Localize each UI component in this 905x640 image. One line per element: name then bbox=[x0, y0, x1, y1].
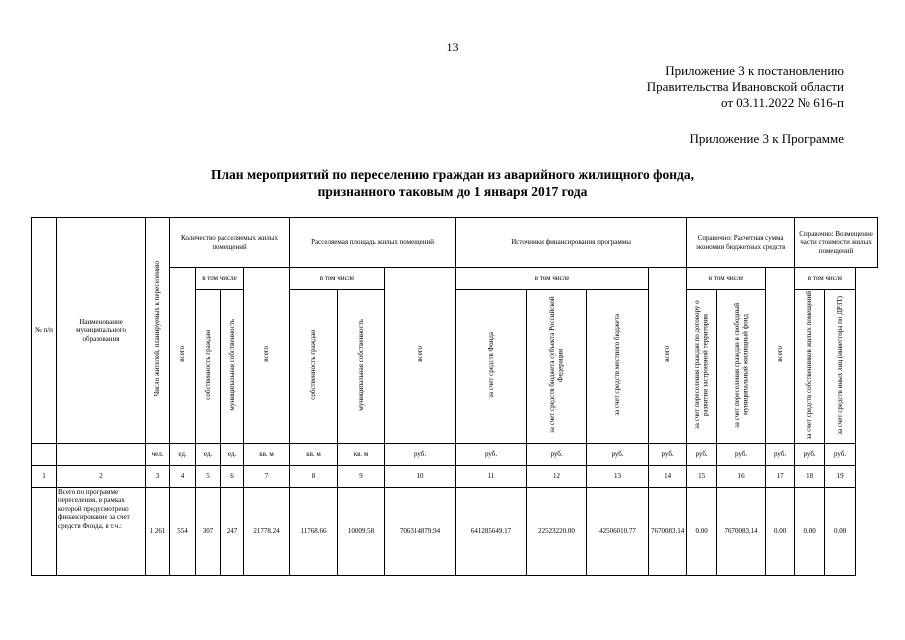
col-number: 12 bbox=[527, 465, 587, 487]
header-src-fund: за счет средств Фонда bbox=[456, 290, 527, 444]
col-number: 17 bbox=[766, 465, 795, 487]
unit-cell: руб. bbox=[687, 443, 717, 465]
appendix-line: Приложение 3 к постановлению bbox=[665, 63, 844, 78]
header-reimb-other: за счет средств иных лиц (инвестора по ДРЗТ) bbox=[825, 290, 856, 444]
col-number: 10 bbox=[385, 465, 456, 487]
row-value: 7670083.14 bbox=[649, 487, 687, 575]
col-number: 9 bbox=[338, 465, 385, 487]
unit-cell: кв. м bbox=[290, 443, 338, 465]
col-number: 19 bbox=[825, 465, 856, 487]
appendix-line: от 03.11.2022 № 616-п bbox=[721, 95, 844, 110]
header-econ-incl: в том числе bbox=[687, 268, 766, 290]
table-row bbox=[32, 487, 878, 575]
unit-cell: руб. bbox=[649, 443, 687, 465]
unit-cell: чел. bbox=[146, 443, 170, 465]
header-num: № п/п bbox=[32, 218, 57, 444]
row-value: 0.00 bbox=[687, 487, 717, 575]
header-src-local: за счет средств местного бюджета bbox=[587, 290, 649, 444]
col-number: 7 bbox=[244, 465, 290, 487]
document-title bbox=[0, 166, 905, 200]
header-econ-total: всего bbox=[649, 268, 687, 444]
unit-cell: руб. bbox=[717, 443, 766, 465]
header-econ-free: за счет переселения граждан в свободный муниципальный жилищный фонд bbox=[717, 290, 766, 444]
header-qty-total: всего bbox=[170, 268, 196, 444]
col-number: 11 bbox=[456, 465, 527, 487]
row-value: 641285649.17 bbox=[456, 487, 527, 575]
unit-cell: руб. bbox=[825, 443, 856, 465]
row-value: 7670083.14 bbox=[717, 487, 766, 575]
header-econ-dev: за счет переселения граждан по договору о развитии застроенной территории bbox=[687, 290, 717, 444]
appendix-header bbox=[647, 63, 844, 111]
resettlement-table bbox=[31, 217, 878, 576]
col-number: 18 bbox=[795, 465, 825, 487]
unit-cell: ед. bbox=[221, 443, 244, 465]
header-qty-own: собственность граждан bbox=[196, 290, 221, 444]
title-line: признанного таковым до 1 января 2017 года bbox=[317, 184, 588, 199]
unit-cell: ед. bbox=[170, 443, 196, 465]
header-reimbursement: Справочно: Возмещение части стоимости жилых помещений bbox=[795, 218, 878, 268]
header-quantity: Количество расселяемых жилых помещений bbox=[170, 218, 290, 268]
program-reference: Приложение 3 к Программе bbox=[689, 131, 844, 146]
header-src-incl: в том числе bbox=[456, 268, 649, 290]
header-reimb-owners: за счет средств собственников жилых помещений bbox=[795, 290, 825, 444]
col-number: 14 bbox=[649, 465, 687, 487]
appendix-line: Правительства Ивановской области bbox=[646, 79, 844, 94]
col-number: 4 bbox=[170, 465, 196, 487]
unit-cell: руб. bbox=[766, 443, 795, 465]
header-area-own: собственность граждан bbox=[290, 290, 338, 444]
col-number: 2 bbox=[57, 465, 146, 487]
unit-cell: руб. bbox=[385, 443, 456, 465]
header-reimb-total: всего bbox=[766, 268, 795, 444]
row-name: Всего по программе переселения, в рамках которой предусмотрено финансирование за счет средств Фонда, в т.ч.: bbox=[57, 487, 146, 575]
header-reimb-incl: в том числе bbox=[795, 268, 856, 290]
col-number: 15 bbox=[687, 465, 717, 487]
row-value: 0.00 bbox=[795, 487, 825, 575]
unit-cell: руб. bbox=[456, 443, 527, 465]
header-economy: Справочно: Расчетная сумма экономии бюджетных средств bbox=[687, 218, 795, 268]
row-value: 247 bbox=[221, 487, 244, 575]
header-src-subject: за счет средств бюджета субъекта Российской Федерации bbox=[527, 290, 587, 444]
row-value: 22523220.00 bbox=[527, 487, 587, 575]
header-residents: Число жителей, планируемых к переселению bbox=[146, 218, 170, 444]
header-area-mun: муниципальная собственность bbox=[338, 290, 385, 444]
row-value: 21778.24 bbox=[244, 487, 290, 575]
col-number: 13 bbox=[587, 465, 649, 487]
row-value: 1 261 bbox=[146, 487, 170, 575]
unit-cell: кв. м bbox=[338, 443, 385, 465]
header-area-incl: в том числе bbox=[290, 268, 385, 290]
col-number: 3 bbox=[146, 465, 170, 487]
unit-cell: кв. м bbox=[244, 443, 290, 465]
row-value: 307 bbox=[196, 487, 221, 575]
row-value: 0.00 bbox=[825, 487, 856, 575]
header-area: Расселяемая площадь жилых помещений bbox=[290, 218, 456, 268]
header-src-total: всего bbox=[385, 268, 456, 444]
header-qty-incl: в том числе bbox=[196, 268, 244, 290]
title-line: План мероприятий по переселению граждан из аварийного жилищного фонда, bbox=[210, 167, 695, 182]
row-value: 11768.66 bbox=[290, 487, 338, 575]
col-number: 8 bbox=[290, 465, 338, 487]
page-number: 13 bbox=[446, 40, 459, 54]
header-area-total: всего bbox=[244, 268, 290, 444]
header-qty-mun: муниципальная собственность bbox=[221, 290, 244, 444]
col-number: 1 bbox=[32, 465, 57, 487]
column-number-row bbox=[32, 465, 878, 487]
header-name: Наименование муниципального образования bbox=[57, 218, 146, 444]
row-value: 554 bbox=[170, 487, 196, 575]
unit-cell: ед. bbox=[196, 443, 221, 465]
col-number: 5 bbox=[196, 465, 221, 487]
header-sources: Источники финансирования программы bbox=[456, 218, 687, 268]
unit-cell: руб. bbox=[587, 443, 649, 465]
units-row bbox=[32, 443, 878, 465]
row-value: 0.00 bbox=[766, 487, 795, 575]
row-value: 42506010.77 bbox=[587, 487, 649, 575]
col-number: 16 bbox=[717, 465, 766, 487]
unit-cell: руб. bbox=[795, 443, 825, 465]
unit-cell: руб. bbox=[527, 443, 587, 465]
row-value: 10009.58 bbox=[338, 487, 385, 575]
col-number: 6 bbox=[221, 465, 244, 487]
row-value: 706314879.94 bbox=[385, 487, 456, 575]
